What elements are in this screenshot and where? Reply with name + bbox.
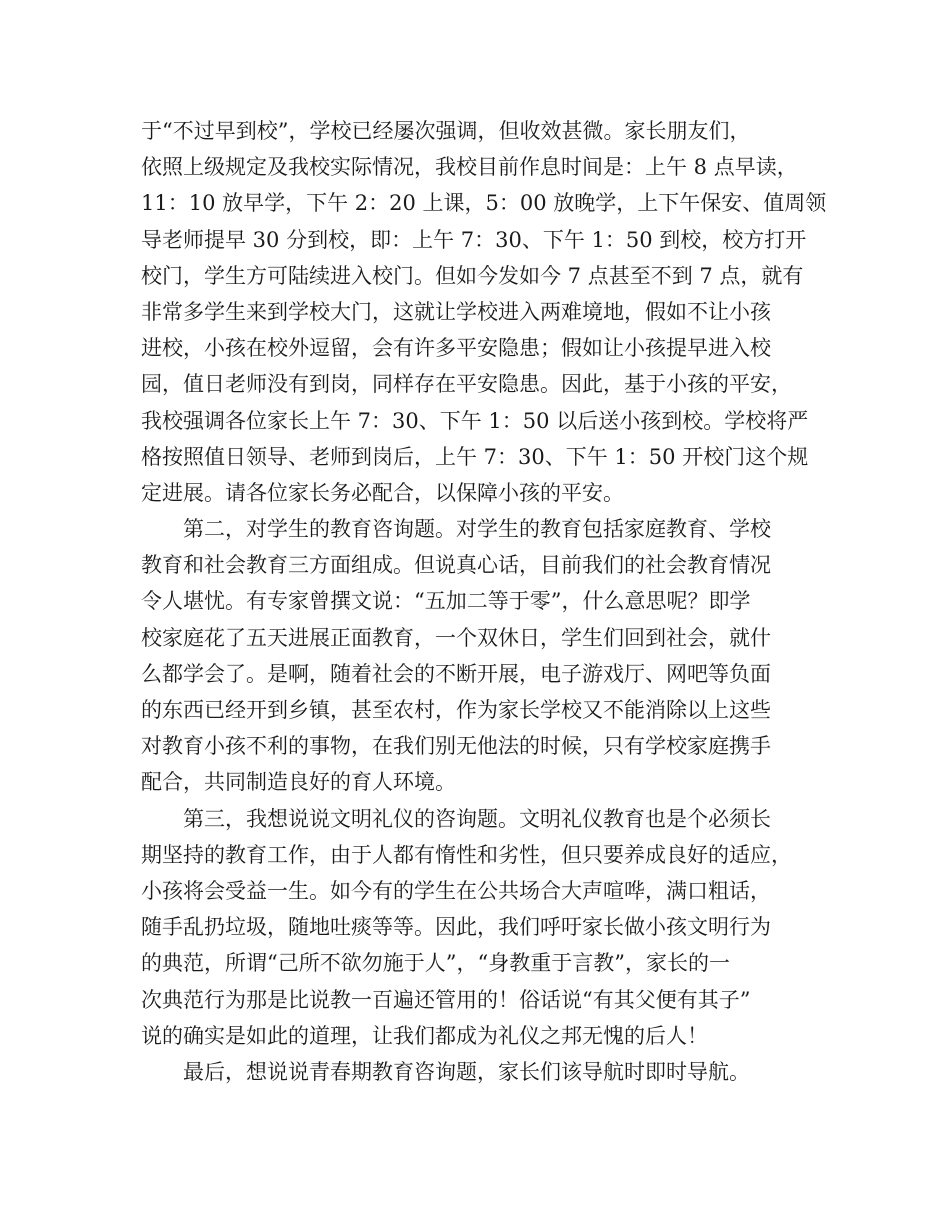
text-line: 对教育小孩不利的事物，在我们别无他法的时候，只有学校家庭携手 [141, 734, 771, 759]
text-line: 次典范行为那是比说教一百遍还管用的！俗话说“有其父便有其子” [141, 987, 751, 1012]
text-line: 校门，学生方可陆续进入校门。但如今发如今 7 点甚至不到 7 点，就有 [141, 263, 804, 288]
paragraph-student-education [141, 511, 826, 801]
paragraph-adolescence [141, 1054, 826, 1090]
text-line: 的东西已经开到乡镇，甚至农村，作为家长学校又不能消除以上这些 [141, 698, 771, 722]
text-line: 11：10 放早学，下午 2：20 上课，5：00 放晚学，上下午保安、值周领 [141, 191, 827, 216]
text-line: 的典范，所谓“己所不欲勿施于人”，“身教重于言教”，家长的一 [141, 951, 730, 976]
paragraph-school-hours [141, 113, 826, 511]
text-line: 说的确实是如此的道理，让我们都成为礼仪之邦无愧的后人！ [141, 1023, 708, 1048]
text-line: 么都学会了。是啊，随着社会的不断开展，电子游戏厅、网吧等负面 [141, 661, 771, 686]
text-line: 定进展。请各位家长务必配合，以保障小孩的平安。 [141, 480, 624, 505]
text-line: 于“不过早到校”，学校已经屡次强调，但收效甚微。家长朋友们， [141, 119, 751, 143]
text-line: 校家庭花了五天进展正面教育，一个双休日，学生们回到社会，就什 [141, 625, 771, 650]
text-line: 配合，共同制造良好的育人环境。 [141, 770, 456, 795]
text-line: 园，值日老师没有到岗，同样存在平安隐患。因此，基于小孩的平安， [141, 372, 792, 397]
text-line: 依照上级规定及我校实际情况，我校目前作息时间是：上午 8 点早读， [141, 155, 798, 180]
text-line: 最后，想说说青春期教育咨询题，家长们该导航时即时导航。 [183, 1059, 750, 1084]
text-line: 随手乱扔垃圾，随地吐痰等等。因此，我们呼吁家长做小孩文明行为 [141, 915, 771, 940]
text-line: 第二，对学生的教育咨询题。对学生的教育包括家庭教育、学校 [183, 517, 771, 542]
text-line: 进校，小孩在校外逗留，会有许多平安隐患；假如让小孩提早进入校 [141, 336, 771, 361]
text-line: 第三，我想说说文明礼仪的咨询题。文明礼仪教育也是个必须长 [183, 806, 771, 831]
text-line: 格按照值日领导、老师到岗后，上午 7：30、下午 1：50 开校门这个规 [141, 444, 809, 469]
text-line: 小孩将会受益一生。如今有的学生在公共场合大声喧哗，满口粗话， [141, 878, 771, 903]
text-line: 期坚持的教育工作，由于人都有惰性和劣性，但只要养成良好的适应， [141, 842, 792, 867]
document-body [141, 113, 826, 1090]
paragraph-etiquette [141, 801, 826, 1054]
text-line: 导老师提早 30 分到校，即：上午 7：30、下午 1：50 到校，校方打开 [141, 227, 807, 252]
text-line: 非常多学生来到学校大门，这就让学校进入两难境地，假如不让小孩 [141, 299, 771, 324]
text-line: 我校强调各位家长上午 7：30、下午 1：50 以后送小孩到校。学校将严 [141, 408, 809, 433]
text-line: 令人堪忧。有专家曾撰文说：“五加二等于零”，什么意思呢？即学 [141, 589, 751, 614]
text-line: 教育和社会教育三方面组成。但说真心话，目前我们的社会教育情况 [141, 553, 771, 578]
